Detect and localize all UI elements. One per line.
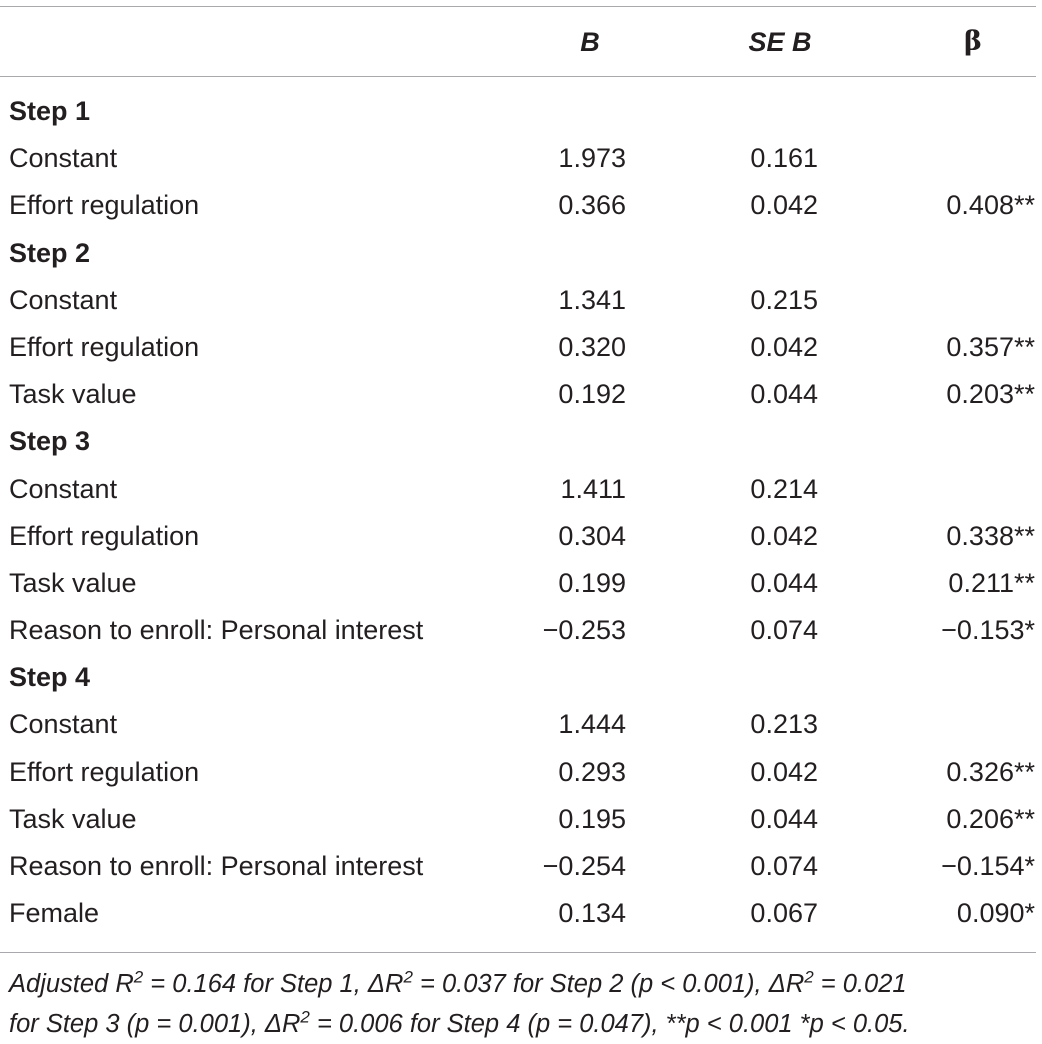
predictor-label: Effort regulation [9, 520, 200, 551]
cell-beta: 0.338** [946, 520, 1035, 551]
table-row [0, 843, 1042, 890]
predictor-label: Task value [9, 379, 137, 410]
predictor-label: Constant [9, 143, 118, 174]
table-row [0, 324, 1042, 371]
cell-se-b: 0.067 [750, 898, 818, 929]
table-row [0, 182, 1042, 229]
cell-beta: −0.153* [941, 615, 1035, 646]
predictor-label: Task value [9, 803, 137, 834]
step-heading: Step 4 [9, 662, 91, 693]
cell-b: 0.304 [558, 520, 626, 551]
cell-b: 0.195 [558, 803, 626, 834]
table-row [0, 277, 1042, 324]
cell-b: 0.320 [558, 331, 626, 362]
table-row [0, 466, 1042, 513]
table-row [0, 749, 1042, 796]
footnote-superscript: 2 [804, 967, 814, 987]
predictor-label: Constant [9, 284, 118, 315]
table-footnote [9, 964, 1039, 1044]
cell-beta: 0.408** [946, 190, 1035, 221]
cell-b: 0.293 [558, 756, 626, 787]
column-header-beta: β [964, 26, 982, 57]
footnote-superscript: 2 [300, 1007, 310, 1027]
cell-b: 1.444 [558, 709, 626, 740]
cell-beta: 0.206** [946, 803, 1035, 834]
predictor-label: Effort regulation [9, 756, 200, 787]
predictor-label: Reason to enroll: Personal interest [9, 851, 424, 881]
table-top-rule [0, 6, 1036, 7]
cell-se-b: 0.074 [750, 615, 818, 646]
step-heading: Step 2 [9, 237, 91, 268]
cell-beta: −0.154* [941, 851, 1035, 881]
table-step-row [0, 654, 1042, 701]
table-header-rule [0, 76, 1036, 77]
cell-b: −0.253 [542, 615, 626, 646]
cell-beta: 0.211** [948, 567, 1035, 598]
column-header-b: B [580, 27, 600, 57]
cell-beta: 0.203** [946, 379, 1035, 410]
cell-se-b: 0.042 [750, 756, 818, 787]
table-body [0, 88, 1042, 937]
predictor-label: Task value [9, 567, 137, 598]
predictor-label: Female [9, 898, 100, 929]
cell-b: 0.134 [558, 898, 626, 929]
predictor-label: Effort regulation [9, 190, 200, 221]
step-heading: Step 3 [9, 426, 91, 457]
cell-se-b: 0.044 [750, 803, 818, 834]
predictor-label: Constant [9, 473, 118, 504]
table-step-row [0, 418, 1042, 465]
cell-b: 1.973 [558, 143, 626, 174]
cell-se-b: 0.161 [750, 143, 818, 174]
predictor-label: Constant [9, 709, 118, 740]
table-step-row [0, 230, 1042, 277]
cell-se-b: 0.044 [750, 379, 818, 410]
footnote-superscript: 2 [403, 967, 413, 987]
table-row [0, 701, 1042, 748]
table-row [0, 135, 1042, 182]
cell-beta: 0.326** [946, 756, 1035, 787]
column-header-se-b: SE B [748, 27, 812, 57]
predictor-label: Effort regulation [9, 331, 200, 362]
cell-b: 1.341 [558, 284, 626, 315]
table-row [0, 890, 1042, 937]
cell-se-b: 0.044 [750, 567, 818, 598]
cell-se-b: 0.042 [750, 520, 818, 551]
footnote-text: Adjusted R [9, 970, 134, 998]
footnote-text: = 0.021 [813, 970, 907, 998]
footnote-text: = 0.006 for Step 4 (p = 0.047), **p < 0.001 *p < 0.05. [309, 1010, 910, 1038]
step-heading: Step 1 [9, 96, 91, 126]
cell-se-b: 0.213 [750, 709, 818, 740]
table-row [0, 513, 1042, 560]
table-bottom-rule [0, 952, 1036, 953]
cell-beta: 0.090* [956, 898, 1035, 929]
cell-b: 0.192 [558, 379, 626, 410]
footnote-text: = 0.164 for Step 1, ΔR [143, 970, 404, 998]
cell-se-b: 0.214 [750, 473, 818, 504]
predictor-label: Reason to enroll: Personal interest [9, 615, 424, 646]
cell-se-b: 0.042 [750, 190, 818, 221]
table-row [0, 371, 1042, 418]
table-row [0, 560, 1042, 607]
cell-b: −0.254 [542, 851, 626, 881]
cell-b: 0.199 [558, 567, 626, 598]
table-row [0, 796, 1042, 843]
table-row [0, 607, 1042, 654]
cell-se-b: 0.215 [750, 284, 818, 315]
table-step-row [0, 88, 1042, 135]
footnote-text: for Step 3 (p = 0.001), ΔR [9, 1010, 301, 1038]
cell-b: 0.366 [558, 190, 626, 221]
cell-se-b: 0.042 [750, 331, 818, 362]
cell-se-b: 0.074 [750, 851, 818, 881]
footnote-superscript: 2 [133, 967, 144, 987]
cell-beta: 0.357** [946, 331, 1035, 362]
cell-b: 1.411 [560, 473, 626, 504]
footnote-text: = 0.037 for Step 2 (p < 0.001), ΔR [412, 970, 805, 998]
